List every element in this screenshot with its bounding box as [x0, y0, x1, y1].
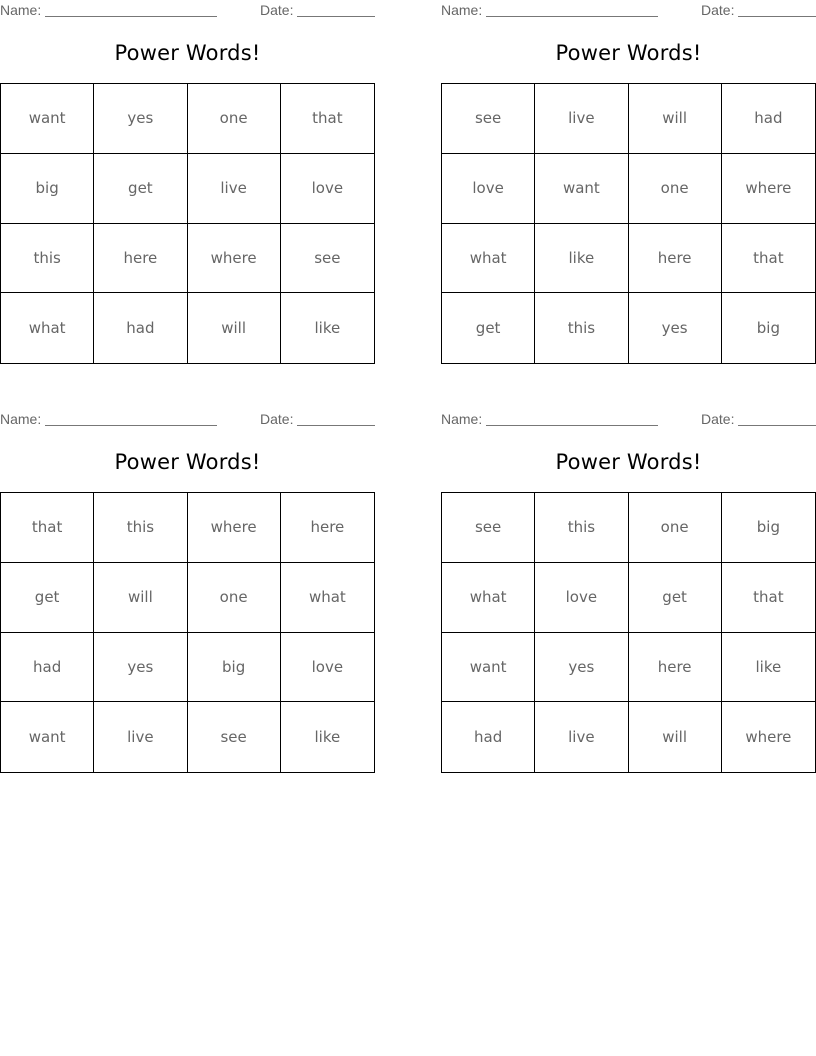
word-cell: here [94, 224, 187, 294]
word-cell: had [722, 84, 815, 154]
word-cell: what [442, 224, 535, 294]
word-cell: love [281, 633, 374, 703]
word-cell: this [535, 293, 628, 363]
word-cell: that [281, 84, 374, 154]
word-cell: big [188, 633, 281, 703]
name-blank-line [486, 16, 658, 17]
word-cell: love [281, 154, 374, 224]
word-cell: will [629, 702, 722, 772]
word-cell: get [442, 293, 535, 363]
card-title: Power Words! [555, 450, 702, 474]
word-cell: had [442, 702, 535, 772]
word-cell: love [442, 154, 535, 224]
word-cell: what [1, 293, 94, 363]
date-blank-line [297, 425, 375, 426]
word-cell: want [535, 154, 628, 224]
word-cell: big [722, 493, 815, 563]
word-cell: had [1, 633, 94, 703]
word-cell: see [281, 224, 374, 294]
word-grid [0, 492, 375, 773]
name-blank-line [45, 425, 217, 426]
card-header [441, 411, 816, 427]
name-label: Name: [0, 2, 42, 18]
name-blank-line [486, 425, 658, 426]
word-cell: get [1, 563, 94, 633]
word-cell: want [442, 633, 535, 703]
word-cell: this [535, 493, 628, 563]
name-label: Name: [0, 411, 42, 427]
date-blank-line [297, 16, 375, 17]
word-cell: this [94, 493, 187, 563]
word-cell: yes [535, 633, 628, 703]
word-cell: where [188, 224, 281, 294]
word-cell: like [722, 633, 815, 703]
word-cell: yes [629, 293, 722, 363]
word-cell: live [94, 702, 187, 772]
word-cell: see [442, 493, 535, 563]
word-cell: that [722, 224, 815, 294]
word-grid [441, 83, 816, 364]
word-cell: like [314, 319, 341, 338]
name-label: Name: [441, 411, 483, 427]
word-cell: see [188, 702, 281, 772]
word-cell: will [629, 84, 722, 154]
card-title: Power Words! [555, 41, 702, 65]
word-cell: that [1, 493, 94, 563]
date-label: Date: [701, 2, 735, 18]
word-cell: want [1, 702, 94, 772]
word-cell: big [1, 154, 94, 224]
word-cell: big [756, 319, 780, 338]
word-grid [0, 83, 375, 364]
word-cell: want [1, 84, 94, 154]
card-header [0, 2, 380, 18]
word-cell: what [281, 563, 374, 633]
word-cell: one [188, 563, 281, 633]
word-cell: where [722, 154, 815, 224]
word-cell: live [188, 154, 281, 224]
name-blank-line [45, 16, 217, 17]
date-blank-line [738, 16, 816, 17]
word-cell: like [314, 728, 341, 747]
word-cell: one [188, 84, 281, 154]
word-cell: that [722, 563, 815, 633]
date-label: Date: [701, 411, 735, 427]
word-cell: see [442, 84, 535, 154]
word-cell: had [94, 293, 187, 363]
card-header [0, 411, 380, 427]
word-cell: love [535, 563, 628, 633]
word-cell: this [1, 224, 94, 294]
date-label: Date: [260, 2, 294, 18]
word-cell: like [535, 224, 628, 294]
word-cell: where [188, 493, 281, 563]
card-header [441, 2, 816, 18]
word-cell: one [629, 493, 722, 563]
word-cell: one [629, 154, 722, 224]
card-title: Power Words! [114, 450, 261, 474]
word-cell: will [188, 293, 281, 363]
word-cell: where [745, 728, 792, 747]
word-cell: here [281, 493, 374, 563]
word-cell: yes [94, 633, 187, 703]
word-cell: get [629, 563, 722, 633]
word-cell: here [629, 633, 722, 703]
word-cell: what [442, 563, 535, 633]
word-cell: live [535, 84, 628, 154]
word-grid [441, 492, 816, 773]
date-blank-line [738, 425, 816, 426]
word-cell: here [629, 224, 722, 294]
word-cell: will [94, 563, 187, 633]
word-cell: yes [94, 84, 187, 154]
date-label: Date: [260, 411, 294, 427]
word-cell: get [94, 154, 187, 224]
name-label: Name: [441, 2, 483, 18]
card-title: Power Words! [114, 41, 261, 65]
word-cell: live [535, 702, 628, 772]
